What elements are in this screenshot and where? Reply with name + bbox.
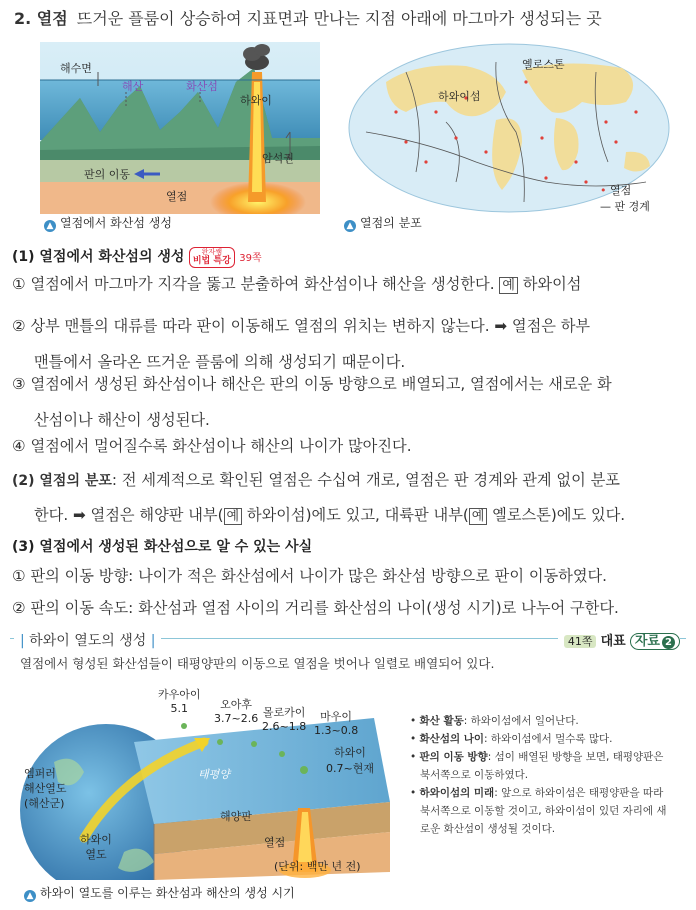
section-header [14, 6, 602, 29]
reference-label: 대표 [600, 634, 626, 649]
bullet-item: • 화산섬의 나이: 하와이섬에서 멀수록 많다. [410, 733, 613, 745]
label-plate-motion: 판의 이동 [84, 168, 131, 181]
section2: (2) 열점의 분포: 전 세계적으로 확인된 열점은 수십여 개로, 열점은 판 경계와 관계 없이 분포 한다. ➡ 열점은 해양판 내부( 예 하와이섬)에도 있고, 대륙판 내부( 예 옐로스톤)에도 있다. [12, 471, 626, 524]
section-number: 2. 열점 [14, 9, 68, 28]
section1-title: (1) 열점에서 화산섬의 생성 [12, 249, 185, 265]
section1-item-3: ③ 열점에서 생성된 화산섬이나 해산은 판의 이동 방향으로 배열되고, 열점에서는 새로운 화 산섬이나 해산이 생성된다. [12, 375, 612, 429]
data-tag: 자료 2 [630, 633, 680, 650]
label-yellowstone: 옐로스톤 [522, 58, 565, 71]
hawaii-reference [558, 630, 680, 649]
section1-item-4: ④ 열점에서 멀어질수록 화산섬이나 해산의 나이가 많아진다. [12, 437, 412, 455]
island-kauai: 카우아이 5.1 [158, 688, 201, 715]
section3-item-1: ① 판의 이동 방향: 나이가 적은 화산섬에서 나이가 많은 화산섬 방향으로 판이 이동하였다. [12, 567, 607, 585]
figure-hotspot-section [40, 42, 320, 214]
section1-title-row [12, 246, 262, 268]
island-maui: 마우이 1.3~0.8 [314, 710, 359, 737]
figure2-caption: ▲ 열점의 분포 [344, 214, 422, 232]
label-hotspot: 열점 [166, 190, 188, 203]
bullet-item: • 판의 이동 방향: 섬이 배열된 방향을 보면, 태평양판은 [410, 751, 664, 763]
legend-plate-boundary: 판 경계 [614, 200, 650, 213]
example-mark: 예 [224, 508, 243, 525]
label-hawaiian-islands: 하와이 열도 [80, 833, 112, 861]
label-hotspot: 열점 [264, 836, 286, 849]
hawaii-figure [14, 682, 396, 880]
figure-hotspot-map [346, 42, 672, 214]
label-hawaii-island: 하와이섬 [438, 90, 481, 103]
bullet-continuation: 로운 화산섬이 생성될 것이다. [420, 823, 556, 835]
hawaii-bullets [410, 712, 680, 838]
map-legend: • 열점 — 판 경계 [600, 184, 650, 213]
island-molokai: 몰로카이 2.6~1.8 [262, 706, 307, 733]
label-hawaii: 하와이 [240, 94, 272, 107]
section3-title-row [12, 536, 312, 556]
hawaii-title: 하와이 열도의 생성 [29, 633, 147, 649]
section2-title: (2) 열점의 분포 [12, 473, 112, 489]
reference-page: 41쪽 [564, 635, 597, 648]
label-emperor-seamounts: 엠퍼러 해산열도 (해산군) [24, 767, 67, 810]
section1-item-2: ② 상부 맨틀의 대류를 따라 판이 이동해도 열점의 위치는 변하지 않는다. ➡ 열점은 하부 맨틀에서 올라온 뜨거운 플룸에 의해 생성되기 때문이다. [12, 317, 591, 371]
label-volcanic-island: 화산섬 [186, 80, 218, 93]
bullet-item: • 화산 활동: 하와이섬에서 일어난다. [410, 715, 579, 727]
label-sea-level: 해수면 [60, 62, 92, 75]
label-unit: (단위: 백만 년 전) [274, 860, 361, 873]
island-oahu: 오아후 3.7~2.6 [214, 698, 259, 725]
figure1-caption: ▲ 열점에서 화산섬 생성 [44, 214, 172, 232]
legend-hotspot: 열점 [610, 184, 632, 197]
hawaii-title-row: | 하와이 열도의 생성 | [14, 630, 161, 650]
reference-badge: 완자쌤 비법 특강 [189, 247, 235, 268]
label-pacific: 태평양 [198, 768, 230, 781]
arrow-up-icon: ▲ [344, 220, 356, 232]
reference-page: 39쪽 [239, 253, 262, 264]
hawaii-caption: ▲ 하와이 열도를 이루는 화산섬과 해산의 생성 시기 [24, 884, 295, 902]
example-mark: 예 [469, 508, 488, 525]
island-hawaii: 하와이 0.7~현재 [326, 746, 374, 775]
label-lithosphere: 암석권 [262, 152, 294, 165]
section3-title: (3) 열점에서 생성된 화산섬으로 알 수 있는 사실 [12, 539, 313, 555]
arrow-up-icon: ▲ [44, 220, 56, 232]
example-mark: 예 [499, 277, 518, 294]
bullet-continuation: 북서쪽으로 이동하였다. [420, 769, 529, 781]
hawaii-intro: 열점에서 형성된 화산섬들이 태평양판의 이동으로 열점을 벗어나 일렬로 배열되어 있다. [20, 656, 495, 671]
label-seamount: 해산 [122, 80, 144, 93]
bullet-item: • 하와이섬의 미래: 앞으로 하와이섬은 태평양판을 따라 [410, 787, 664, 799]
bullet-continuation: 북서쪽으로 이동할 것이고, 하와이섬이 있던 자리에 새 [420, 805, 667, 817]
section3-item-2: ② 판의 이동 속도: 화산섬과 열점 사이의 거리를 화산섬의 나이(생성 시기)로 나누어 구한다. [12, 599, 619, 617]
section1-item-1: ① 열점에서 마그마가 지각을 뚫고 분출하여 화산섬이나 해산을 생성한다. 예 하와이섬 [12, 275, 582, 293]
section-description: 뜨거운 플룸이 상승하여 지표면과 만나는 지점 아래에 마그마가 생성되는 곳 [76, 9, 602, 28]
label-oceanic-plate: 해양판 [220, 810, 252, 823]
arrow-up-icon: ▲ [24, 890, 36, 902]
